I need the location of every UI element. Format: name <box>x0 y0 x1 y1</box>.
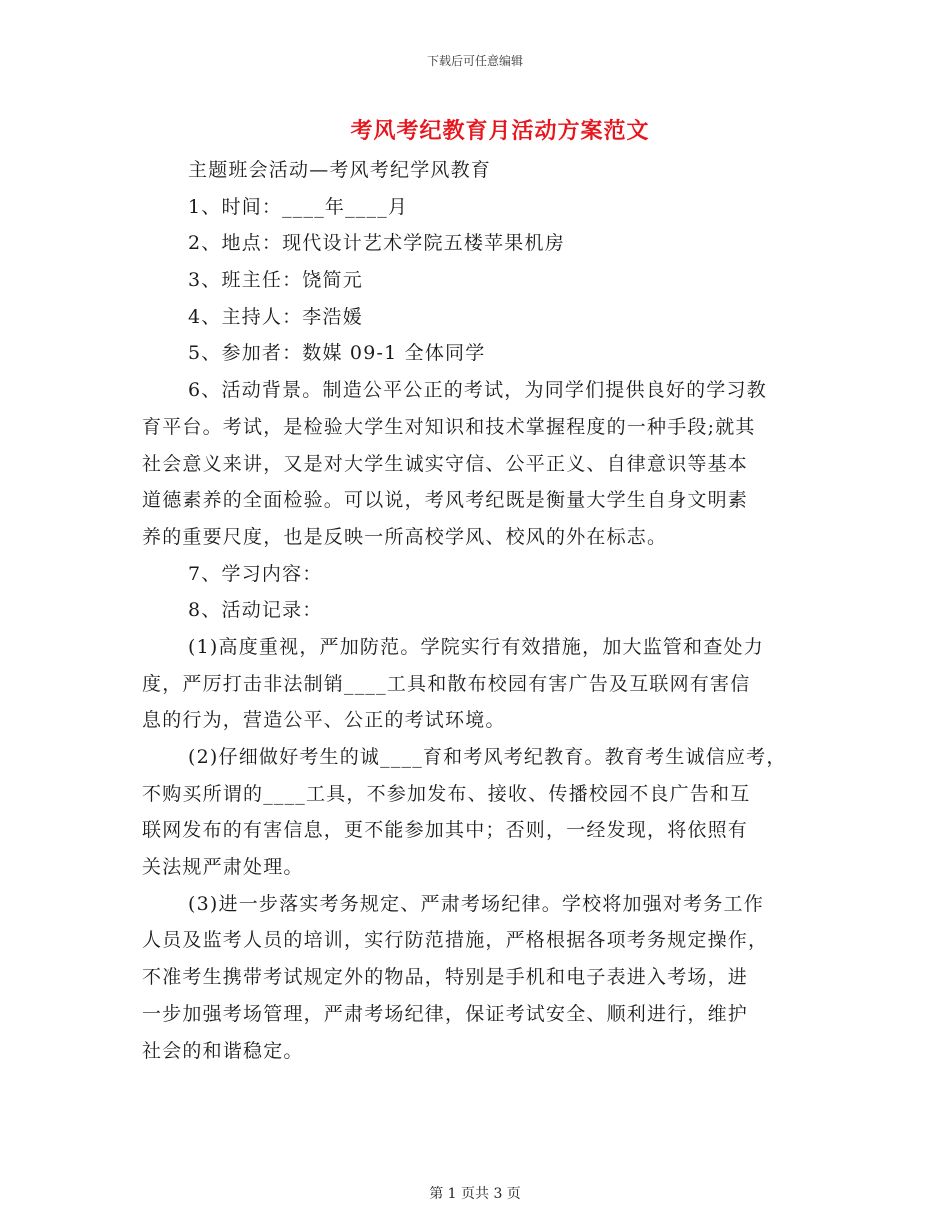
body-line: 一步加强考场管理，严肃考场纪律，保证考试安全、顺利进行，维护 <box>142 1002 749 1025</box>
body-line: 主题班会活动—考风考纪学风教育 <box>188 159 492 181</box>
body-line: (2)仔细做好考生的诚____育和考风考纪教育。教育考生诚信应考， <box>188 746 787 768</box>
body-line: 不准考生携带考试规定外的物品，特别是手机和电子表进入考场，进 <box>142 966 749 989</box>
body-line: (1)高度重视，严加防范。学院实行有效措施，加大监管和查处力 <box>188 635 764 658</box>
body-line: 养的重要尺度，也是反映一所高校学风、校风的外在标志。 <box>142 525 668 548</box>
body-line: 5、参加者：数媒 09-1 全体同学 <box>188 342 486 365</box>
body-line: 不购买所谓的____工具，不参加发布、接收、传播校园不良广告和互 <box>142 782 751 805</box>
body-line: (3)进一步落实考务规定、严肃考场纪律。学校将加强对考务工作 <box>188 892 764 915</box>
body-line: 息的行为，营造公平、公正的考试环境。 <box>142 709 506 732</box>
body-line: 关法规严肃处理。 <box>142 856 304 879</box>
body-line: 道德素养的全面检验。可以说，考风考纪既是衡量大学生自身文明素 <box>142 489 749 512</box>
document-body <box>142 152 822 1069</box>
body-line: 社会意义来讲，又是对大学生诚实守信、公平正义、自律意识等基本 <box>142 452 749 475</box>
body-line: 7、学习内容： <box>188 562 323 585</box>
body-line: 4、主持人：李浩媛 <box>188 305 363 328</box>
body-line: 人员及监考人员的培训，实行防范措施，严格根据各项考务规定操作， <box>142 929 769 952</box>
document-title: 考风考纪教育月活动方案范文 <box>350 118 650 144</box>
body-line: 度，严厉打击非法制销____工具和散布校园有害广告及互联网有害信 <box>142 672 751 695</box>
body-line: 育平台。考试，是检验大学生对知识和技术掌握程度的一种手段;就其 <box>142 415 756 438</box>
body-line: 6、活动背景。制造公平公正的考试，为同学们提供良好的学习教 <box>188 379 767 402</box>
page-header-note: 下载后可任意编辑 <box>426 54 523 68</box>
body-line: 8、活动记录： <box>188 599 323 622</box>
body-line: 联网发布的有害信息，更不能参加其中；否则，一经发现，将依照有 <box>142 819 749 842</box>
body-line: 社会的和谐稳定。 <box>142 1039 304 1062</box>
body-line: 1、时间：____年____月 <box>188 195 409 218</box>
page-footer: 第 1 页共 3 页 <box>429 1186 521 1202</box>
body-line: 2、地点：现代设计艺术学院五楼苹果机房 <box>188 232 565 255</box>
body-line: 3、班主任：饶简元 <box>188 269 363 292</box>
